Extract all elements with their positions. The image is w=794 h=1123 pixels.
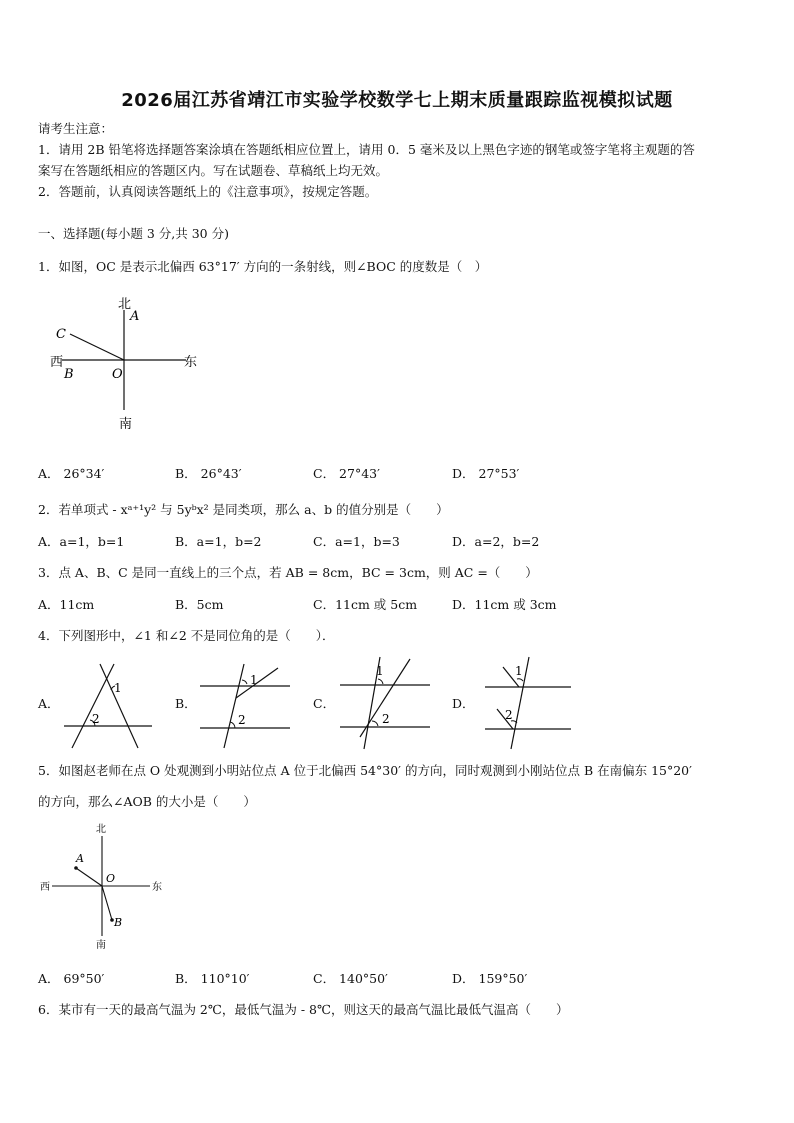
north-label: 北: [118, 297, 132, 312]
question-4-stem: 4．下列图形中，∠1 和∠2 不是同位角的是（ ）．: [38, 628, 335, 643]
question-1-option-b: B． 26°43′: [175, 466, 242, 481]
angle-2-label: 2: [238, 713, 246, 727]
east-label: 东: [184, 355, 198, 370]
question-4-option-c-label: C．: [313, 696, 336, 711]
question-4-option-a-label: A．: [38, 696, 60, 711]
question-5-option-c: C． 140°50′: [313, 971, 388, 986]
angle-1-label: 1: [376, 664, 384, 678]
question-2-stem: 2．若单项式 - xᵃ⁺¹y² 与 5yᵇx² 是同类项，那么 a、b 的值分别是（ ）: [38, 502, 449, 517]
angle-1-label: 1: [250, 673, 258, 687]
question-5-stem-line-2: 的方向，那么∠AOB 的大小是（ ）: [38, 794, 256, 809]
angle-2-label: 2: [92, 712, 100, 726]
question-2-option-c: C．a=1，b=3: [313, 534, 400, 549]
west-label: 西: [50, 355, 64, 370]
point-o-label: O: [106, 872, 116, 885]
angle-1-label: 1: [515, 664, 523, 678]
question-3-stem: 3．点 A、B、C 是同一直线上的三个点，若 AB = 8cm，BC = 3cm，则 AC =（ ）: [38, 565, 538, 580]
page-title: 2026届江苏省靖江市实验学校数学七上期末质量跟踪监视模拟试题: [121, 90, 673, 111]
notice-heading: 请考生注意：: [38, 121, 114, 136]
question-5-option-d: D． 159°50′: [452, 971, 528, 986]
question-2-option-d: D．a=2，b=2: [452, 534, 540, 549]
south-label: 南: [96, 940, 106, 951]
question-1-option-a: A． 26°34′: [38, 466, 105, 481]
question-5-figure: [38, 820, 178, 956]
east-label: 东: [152, 882, 162, 893]
question-5-stem-line-1: 5．如图赵老师在点 O 处观测到小明站位点 A 位于北偏西 54°30′ 的方向，同时观测到小刚站位点 B 在南偏东 15°20′: [38, 763, 692, 778]
notice-item-1-line-1: 1．请用 2B 铅笔将选择题答案涂填在答题纸相应位置上，请用 0．5 毫米及以上黑色字迹的钢笔或签字笔将主观题的答: [38, 142, 695, 157]
question-2-option-b: B．a=1，b=2: [175, 534, 262, 549]
notice-item-1-line-2: 案写在答题纸相应的答题区内。写在试题卷、草稿纸上均无效。: [38, 163, 389, 178]
question-4-figure-d: [483, 655, 575, 751]
question-6-stem: 6．某市有一天的最高气温为 2℃，最低气温为 - 8℃，则这天的最高气温比最低气温高（ ）: [38, 1002, 569, 1017]
question-1-option-c: C． 27°43′: [313, 466, 380, 481]
question-5-option-a: A． 69°50′: [38, 971, 105, 986]
question-1-option-d: D． 27°53′: [452, 466, 520, 481]
question-3-option-c: C．11cm 或 5cm: [313, 597, 418, 612]
angle-1-label: 1: [114, 681, 122, 695]
question-1-figure: [40, 290, 220, 440]
north-label: 北: [96, 824, 106, 835]
angle-2-label: 2: [382, 712, 390, 726]
question-4-figure-a: [62, 660, 154, 752]
question-1-stem: 1．如图，OC 是表示北偏西 63°17′ 方向的一条射线，则∠BOC 的度数是（ ）: [38, 259, 488, 274]
point-a-label: A: [130, 309, 140, 324]
section-heading: 一、选择题(每小题 3 分,共 30 分): [38, 226, 229, 241]
question-4-option-d-label: D．: [452, 696, 475, 711]
point-b-label: B: [114, 916, 123, 929]
angle-2-label: 2: [505, 708, 513, 722]
question-5-option-b: B． 110°10′: [175, 971, 250, 986]
question-4-figure-b: [198, 660, 294, 752]
question-3-option-b: B．5cm: [175, 597, 224, 612]
question-4-option-b-label: B．: [175, 696, 197, 711]
question-3-option-d: D．11cm 或 3cm: [452, 597, 557, 612]
point-a-label: A: [76, 852, 84, 865]
notice-item-2: 2．答题前，认真阅读答题纸上的《注意事项》，按规定答题。: [38, 184, 378, 199]
point-c-label: C: [56, 327, 66, 342]
point-b-label: B: [64, 367, 74, 382]
question-3-option-a: A．11cm: [38, 597, 95, 612]
south-label: 南: [119, 417, 133, 432]
question-2-option-a: A．a=1，b=1: [38, 534, 125, 549]
question-4-figure-c: [338, 655, 434, 751]
west-label: 西: [40, 882, 50, 893]
point-o-label: O: [112, 367, 123, 382]
